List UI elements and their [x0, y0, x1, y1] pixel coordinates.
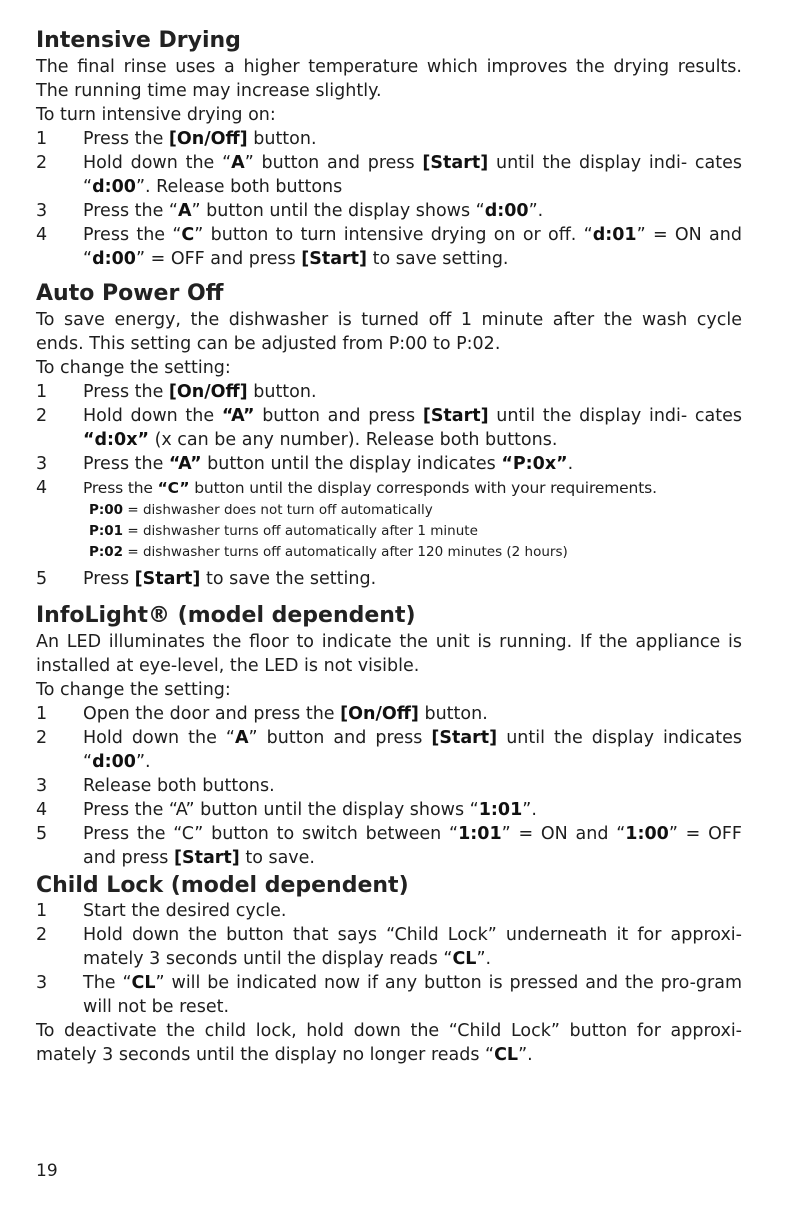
list-item: 2 Hold down the “A” button and press [Start] until the display indi- cates “d:0x” (x can be any number). Release both buttons. — [36, 406, 742, 450]
intensive-drying-steps — [36, 127, 742, 271]
child-lock-steps — [36, 899, 742, 1019]
list-item: 1 Press the [On/Off] button. — [36, 129, 317, 149]
list-item: 3 Release both buttons. — [36, 776, 275, 796]
list-item: 3 Press the “A” button until the display indicates “P:0x”. — [36, 454, 574, 474]
list-item: 1 Start the desired cycle. — [36, 901, 287, 921]
intensive-drying-heading: Intensive Drying — [36, 28, 241, 53]
list-item: 2 Hold down the button that says “Child Lock” underneath it for approxi- mately 3 seconds until the display reads “CL”. — [36, 925, 742, 969]
auto-power-off-steps-cont — [36, 567, 742, 591]
list-item: 3 Press the “A” button until the display shows “d:00”. — [36, 201, 544, 221]
list-item: 5 Press [Start] to save the setting. — [36, 569, 377, 589]
list-item: 3 The “CL” will be indicated now if any button is pressed and the pro-gram will not be reset. — [36, 973, 742, 1017]
list-item: 2 Hold down the “A” button and press [Start] until the display indicates “d:00”. — [36, 728, 742, 772]
list-item: 4 Press the “C” button until the display corresponds with your requirements. — [36, 478, 657, 498]
list-item: 4 Press the “C” button to turn intensive drying on or off. “d:01” = ON and “d:00” = OFF and press [Start] to save setting. — [36, 225, 742, 269]
list-item: 1 Press the [On/Off] button. — [36, 382, 317, 402]
child-lock-section — [36, 872, 742, 1067]
infolight-heading: InfoLight® (model dependent) — [36, 603, 416, 628]
infolight-lead: To change the setting: — [36, 680, 231, 700]
option-line: P:01 = dishwasher turns off automatically after 1 minute — [89, 523, 478, 539]
list-item: 4 Press the “A” button until the display shows “1:01”. — [36, 800, 537, 820]
list-item: 2 Hold down the “A” button and press [Start] until the display indi- cates “d:00”. Release both buttons — [36, 153, 743, 197]
auto-power-off-steps — [36, 380, 742, 500]
intensive-drying-section — [36, 27, 742, 271]
option-line: P:00 = dishwasher does not turn off automatically — [89, 502, 433, 518]
auto-power-off-intro: To save energy, the dishwasher is turned off 1 minute after the wash cycle ends. This setting can be adjusted from P:00 to P:02. — [36, 310, 742, 354]
infolight-steps — [36, 702, 742, 870]
option-line: P:02 = dishwasher turns off automatically after 120 minutes (2 hours) — [89, 544, 568, 560]
auto-power-off-section — [36, 280, 742, 591]
child-lock-outro: To deactivate the child lock, hold down the “Child Lock” button for approxi- mately 3 seconds until the display no longer reads “CL”. — [36, 1021, 742, 1065]
page-number: 19 — [36, 1161, 58, 1181]
child-lock-heading: Child Lock (model dependent) — [36, 873, 409, 898]
list-item: 5 Press the “C” button to switch between “1:01” = ON and “1:00” = OFF and press [Start] to save. — [36, 824, 742, 868]
auto-power-off-heading: Auto Power Off — [36, 281, 224, 306]
infolight-intro: An LED illuminates the floor to indicate the unit is running. If the appliance is installed at eye-level, the LED is not visible. — [36, 632, 742, 676]
intensive-drying-lead: To turn intensive drying on: — [36, 105, 276, 125]
auto-power-off-options — [36, 500, 742, 563]
intensive-drying-intro: The final rinse uses a higher temperature which improves the drying results. The running time may increase slightly. — [36, 57, 742, 101]
infolight-section — [36, 602, 742, 870]
list-item: 1 Open the door and press the [On/Off] button. — [36, 704, 488, 724]
auto-power-off-lead: To change the setting: — [36, 358, 231, 378]
